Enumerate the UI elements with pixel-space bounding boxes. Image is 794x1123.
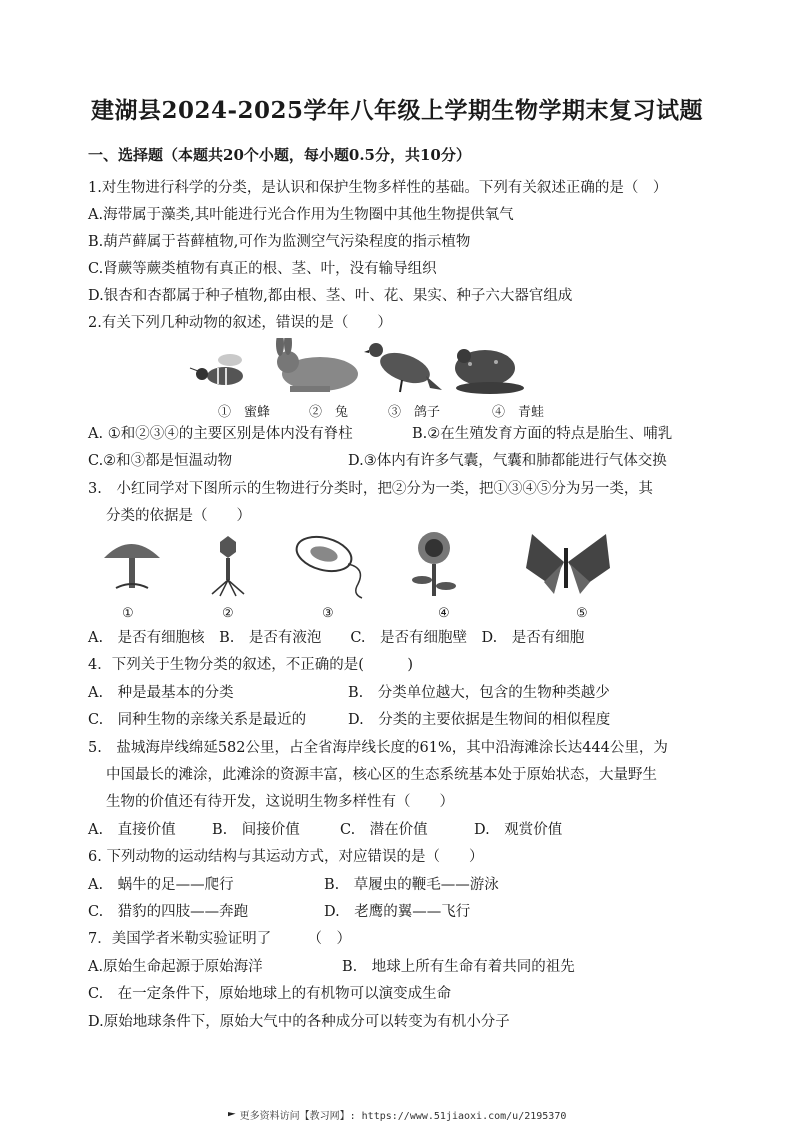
footer	[0, 1107, 794, 1122]
q4-option-b: B. 分类单位越大，包含的生物种类越少	[348, 685, 610, 701]
q7-option-d: D.原始地球条件下，原始大气中的各种成分可以转变为有机小分子	[88, 1014, 510, 1030]
q1-stem: 1.对生物进行科学的分类，是认识和保护生物多样性的基础。下列有关叙述正确的是（ ）	[88, 180, 668, 196]
q4-option-d: D. 分类的主要依据是生物间的相似程度	[348, 712, 611, 728]
q6-option-a: A. 蜗牛的足——爬行	[88, 877, 234, 893]
q2-option-a: A. ①和②③④的主要区别是体内没有脊柱	[88, 426, 353, 442]
q5-option-b: B. 间接价值	[212, 822, 300, 838]
mushroom-figure	[104, 544, 160, 588]
butterfly-figure	[526, 534, 610, 594]
rabbit-figure	[276, 338, 358, 392]
q6-option-d: D. 老鹰的翼——飞行	[324, 904, 471, 920]
animal-figures	[180, 338, 540, 396]
q3-stem-line1: 3. 小红同学对下图所示的生物进行分类时，把②分为一类，把①③④⑤分为另一类，其	[88, 481, 653, 497]
q4-stem: 4．下列关于生物分类的叙述，不正确的是( )	[88, 657, 414, 673]
q1-option-c: C.肾蕨等蕨类植物有真正的根、茎、叶，没有输导组织	[88, 261, 437, 277]
q7-option-b: B. 地球上所有生命有着共同的祖先	[342, 959, 575, 975]
q2-option-b: B.②在生殖发育方面的特点是胎生、哺乳	[412, 426, 673, 442]
label-organism-5: ⑤	[576, 606, 588, 621]
phage-figure	[212, 536, 244, 596]
bee-figure	[190, 354, 243, 385]
caption-pigeon: ③ 鸽子	[388, 405, 441, 420]
q2-option-d: D.③体内有许多气囊，气囊和肺都能进行气体交换	[348, 453, 667, 469]
caption-frog: ④ 青蛙	[492, 405, 545, 420]
q5-stem-line1: 5. 盐城海岸线绵延582公里，占全省海岸线长度的61%，其中沿海滩涂长达444公里，为	[88, 740, 668, 756]
q6-option-c: C. 猎豹的四肢——奔跑	[88, 904, 249, 920]
q6-option-b: B. 草履虫的鞭毛——游泳	[324, 877, 499, 893]
q1-option-a: A.海带属于藻类,其叶能进行光合作用为生物圈中其他生物提供氧气	[88, 207, 514, 223]
flag-icon	[228, 1112, 236, 1120]
q2-stem: 2.有关下列几种动物的叙述，错误的是（ ）	[88, 315, 392, 331]
footer-link-text[interactable]: 更多资料访问【教习网】: https://www.51jiaoxi.com/u/2195370	[239, 1111, 567, 1122]
label-organism-1: ①	[122, 606, 134, 621]
q3-options: A. 是否有细胞核 B. 是否有液泡 C. 是否有细胞壁 D. 是否有细胞	[88, 630, 585, 646]
q5-option-c: C. 潜在价值	[340, 822, 428, 838]
section-heading: 一、选择题（本题共20个小题，每小题0.5分，共10分）	[88, 146, 471, 164]
sunflower-figure	[412, 532, 456, 596]
q6-stem: 6. 下列动物的运动结构与其运动方式，对应错误的是（ ）	[88, 849, 484, 865]
q3-stem-line2: 分类的依据是（ ）	[106, 508, 251, 524]
q7-option-c: C. 在一定条件下，原始地球上的有机物可以演变成生命	[88, 986, 452, 1002]
bacterium-figure	[293, 531, 362, 598]
q7-stem: 7．美国学者米勒实验证明了 （ ）	[88, 931, 351, 947]
q7-option-a: A.原始生命起源于原始海洋	[88, 959, 263, 975]
caption-rabbit: ② 兔	[309, 405, 349, 420]
q1-option-b: B.葫芦藓属于苔藓植物,可作为监测空气污染程度的指示植物	[88, 234, 471, 250]
pigeon-figure	[364, 343, 442, 392]
label-organism-4: ④	[438, 606, 450, 621]
q4-option-c: C. 同种生物的亲缘关系是最近的	[88, 712, 307, 728]
label-organism-2: ②	[222, 606, 234, 621]
exam-title: 建湖县2024-2025学年八年级上学期生物学期末复习试题	[90, 97, 704, 124]
q1-option-d: D.银杏和杏都属于种子植物,都由根、茎、叶、花、果实、种子六大器官组成	[88, 288, 573, 304]
q2-option-c: C.②和③都是恒温动物	[88, 453, 233, 469]
organism-figures	[96, 528, 636, 604]
q4-option-a: A. 种是最基本的分类	[88, 685, 234, 701]
q5-stem-line3: 生物的价值还有待开发，这说明生物多样性有（ ）	[106, 794, 454, 810]
label-organism-3: ③	[322, 606, 334, 621]
q5-option-a: A. 直接价值	[88, 822, 176, 838]
frog-figure	[455, 349, 524, 394]
q5-option-d: D. 观赏价值	[474, 822, 563, 838]
caption-bee: ① 蜜蜂	[218, 405, 271, 420]
q5-stem-line2: 中国最长的滩涂，此滩涂的资源丰富，核心区的生态系统基本处于原始状态，大量野生	[106, 767, 657, 783]
